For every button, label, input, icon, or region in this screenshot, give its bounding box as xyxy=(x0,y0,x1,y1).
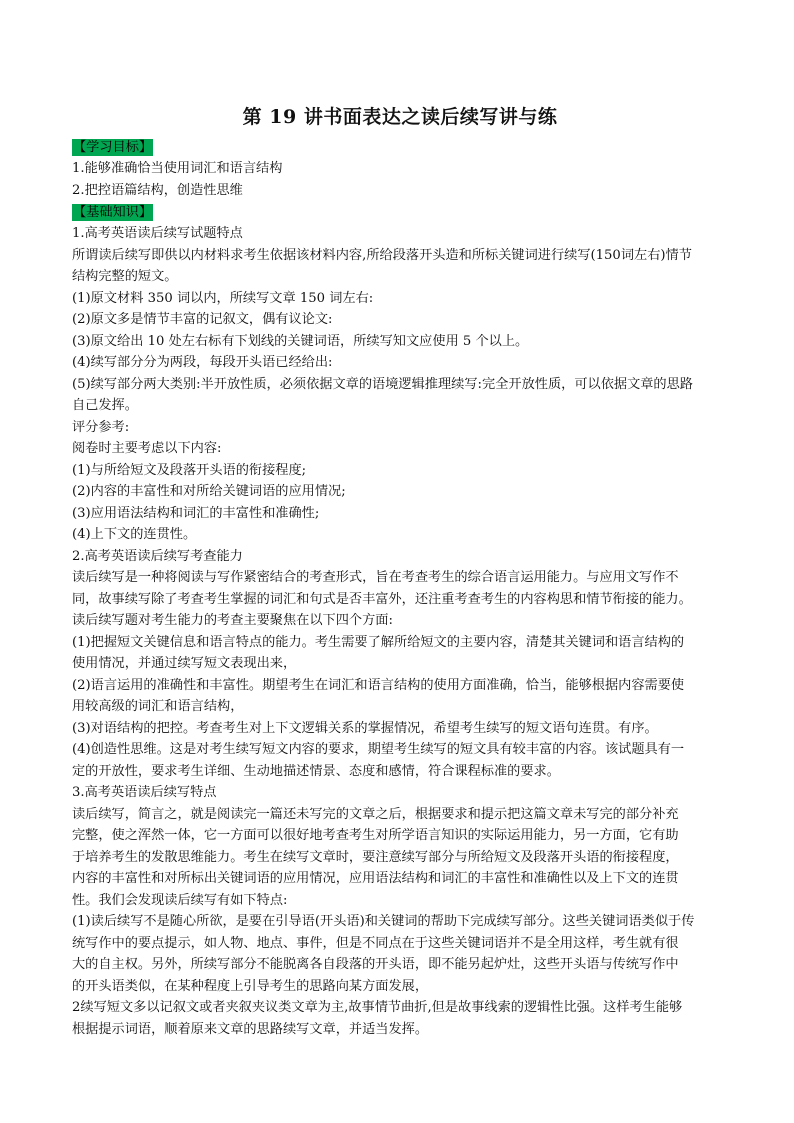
text-line: 统写作中的要点提示，如人物、地点、事件，但是不同点在于这些关键词语并不是全用这样，考生就有很 xyxy=(72,935,679,951)
text-line: 2.高考英语读后续写考查能力 xyxy=(72,548,243,564)
section-tag-basics xyxy=(72,201,728,223)
text-line: 自己发挥。 xyxy=(72,398,138,413)
document-page xyxy=(72,102,728,1040)
page-title: 第 19 讲书面表达之读后续写讲与练 xyxy=(242,106,558,128)
text-line: (2)内容的丰富性和对所给关键词语的应用情况; xyxy=(72,484,346,499)
goal-item: 2.把控语篇结构，创造性思维 xyxy=(72,182,243,198)
text-line: (1)读后续写不是随心所欲，是要在引导语(开头语)和关键词的帮助下完成续写部分。这些关键词语类似于传 xyxy=(72,914,695,929)
text-line: (3)应用语法结构和词汇的丰富性和准确性; xyxy=(72,505,320,521)
tag-label: 【基础知识】 xyxy=(73,205,153,220)
text-line: 阅卷时主要考虑以下内容: xyxy=(72,441,222,456)
tag-label: 【学习目标】 xyxy=(73,140,153,155)
text-line: 内容的丰富性和对所标出关键词语的应用情况，应用语法结构和词汇的丰富性和准确性以及上下文的连贯 xyxy=(72,871,679,886)
text-line: 大的自主权。另外，所续写部分不能脱离各自段落的开头语，即不能另起炉灶，这些开头语与传统写作中 xyxy=(72,957,679,972)
text-line: (4)续写部分分为两段，每段开头语已经给出: xyxy=(72,355,333,370)
text-line: 完整，使之浑然一体，它一方面可以很好地考查考生对所学语言知识的实际运用能力，另一方面，它有助 xyxy=(72,828,679,843)
text-line: (1)与所给短文及段落开头语的衔接程度; xyxy=(72,462,307,478)
text-line: (4)上下文的连贯性。 xyxy=(72,527,197,542)
text-line: (3)原文给出 10 处左右标有下划线的关键词语，所续写知文应使用 5 个以上。 xyxy=(72,333,529,349)
text-line: 2续写短文多以记叙文或者夹叙夹议类文章为主,故事情节曲折,但是故事线索的逻辑性比强。这样考生能够 xyxy=(72,1000,683,1015)
text-line: 于培养考生的发散思维能力。考生在续写文章时，要注意续写部分与所给短文及段落开头语的衔接程度， xyxy=(72,849,679,865)
text-line: 根据提示词语，顺着原来文章的思路续写文章，并适当发挥。 xyxy=(72,1021,429,1037)
text-line: 读后续写，简言之，就是阅读完一篇还未写完的文章之后，根据要求和提示把这篇文章未写完的部分补充 xyxy=(72,806,679,822)
text-line: 用较高级的词汇和语言结构， xyxy=(72,699,244,714)
text-line: (2)语言运用的准确性和丰富性。期望考生在词汇和语言结构的使用方面准确，恰当，能够根据内容需要使 xyxy=(72,677,685,693)
text-line: 1.高考英语读后续写试题特点 xyxy=(72,226,243,241)
text-line: 性。我们会发现读后续写有如下特点: xyxy=(72,892,288,908)
text-line: (1)原文材料 350 词以内，所续写文章 150 词左右: xyxy=(72,290,374,306)
text-line: 使用情况，并通过续写短文表现出来， xyxy=(72,656,297,671)
text-line: (1)把握短文关键信息和语言特点的能力。考生需要了解所给短文的主要内容，清楚其关键词和语言结构的 xyxy=(72,634,685,650)
text-line: (2)原文多是情节丰富的记叙文，偶有议论文: xyxy=(72,312,333,327)
text-line: 结构完整的短文。 xyxy=(72,269,178,284)
text-line: 评分参考: xyxy=(72,419,130,435)
goal-item: 1.能够准确恰当使用词汇和语言结构 xyxy=(72,161,283,176)
text-line: 定的开放性，要求考生详细、生动地描述情景、态度和感情，符合课程标准的要求。 xyxy=(72,763,560,779)
text-line: (4)创造性思维。这是对考生续写短文内容的要求，期望考生续写的短文具有较丰富的内容。该试题具有一 xyxy=(72,742,685,757)
text-line: 同，故事续写除了考查考生掌握的词汇和句式是否丰富外，还注重考查考生的内容构思和情节衔接的能力。 xyxy=(72,591,692,607)
text-line: (3)对语结构的把控。考查考生对上下文逻辑关系的掌握情况，希望考生续写的短文语句连贯。有序。 xyxy=(72,720,658,736)
text-line: 3.高考英语读后续写特点 xyxy=(72,785,217,800)
text-line: 读后续写题对考生能力的考查主要聚焦在以下四个方面: xyxy=(72,613,393,628)
text-line: 读后续写是一种将阅读与写作紧密结合的考查形式，旨在考查考生的综合语言运用能力。与应用文写作不 xyxy=(72,570,679,585)
text-line: 的开头语类似，在某种程度上引导考生的思路向某方面发展， xyxy=(72,978,429,994)
text-line: 所谓读后续写即供以内材料求考生依据该材料内容,所给段落开头造和所标关键词进行续写(150词左右)情节 xyxy=(72,247,692,263)
section-tag-goals xyxy=(72,136,728,158)
text-line: (5)续写部分两大类别:半开放性质，必须依据文章的语境逻辑推理续写:完全开放性质，可以依据文章的思路 xyxy=(72,376,693,392)
body-text xyxy=(72,223,728,1040)
